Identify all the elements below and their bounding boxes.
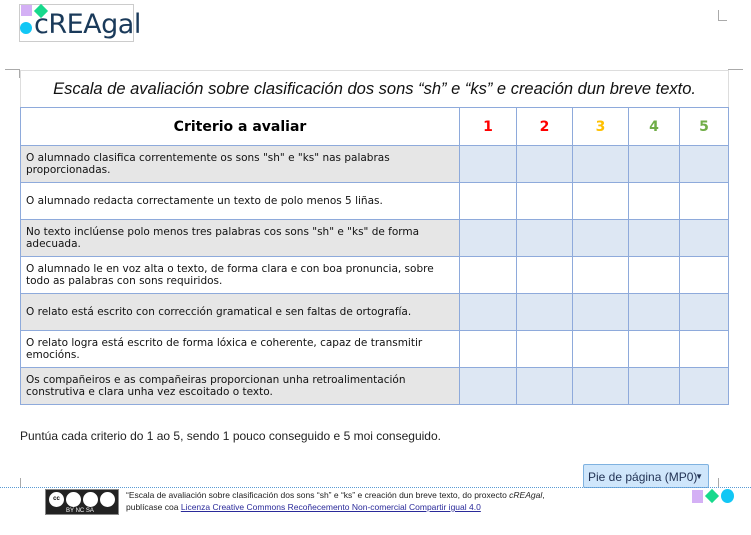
score-cell-1[interactable] — [460, 220, 517, 257]
score-cell-1[interactable] — [460, 183, 517, 220]
cc-license-icon — [45, 489, 119, 515]
footer-style-button[interactable] — [583, 464, 709, 488]
criterion-text: O relato logra está escrito de forma lóxica e coherente, capaz de transmitir emocións. — [21, 331, 460, 368]
score-cell-3[interactable] — [573, 220, 629, 257]
rubric-table — [20, 70, 729, 405]
logo-square-icon — [21, 5, 32, 16]
footer-logo-square-icon — [692, 490, 703, 503]
logo-text: cREAgal — [34, 9, 141, 40]
score-cell-4[interactable] — [629, 146, 680, 183]
score-cell-2[interactable] — [517, 257, 573, 294]
margin-corner — [718, 10, 727, 21]
score-cell-1[interactable] — [460, 368, 517, 405]
score-cell-5[interactable] — [680, 294, 729, 331]
footer-line2: publícase coa — [126, 502, 181, 512]
criteria-header: Criterio a avaliar — [21, 108, 460, 146]
footer-logo-circle-icon — [721, 489, 734, 503]
score-cell-3[interactable] — [573, 183, 629, 220]
footer-text: “Escala de avaliación sobre clasificación dos sons “sh” e “ks” e creación dun breve texto, do proxecto cREAgal, publícase coa Licenza Creative Commons Recoñecemento Non-comercial Compartir igual 4.0 — [126, 490, 545, 512]
score-header-5: 5 — [680, 108, 729, 146]
score-cell-5[interactable] — [680, 146, 729, 183]
license-link[interactable]: Licenza Creative Commons Recoñecemento Non-comercial Compartir igual 4.0 — [180, 502, 481, 512]
score-cell-2[interactable] — [517, 294, 573, 331]
criterion-text: O alumnado redacta correctamente un texto de polo menos 5 liñas. — [21, 183, 460, 220]
score-cell-4[interactable] — [629, 368, 680, 405]
score-cell-3[interactable] — [573, 331, 629, 368]
score-header-4: 4 — [629, 108, 680, 146]
footer-boundary — [0, 487, 751, 488]
table-row — [21, 220, 729, 257]
score-cell-2[interactable] — [517, 146, 573, 183]
score-cell-1[interactable] — [460, 146, 517, 183]
score-cell-4[interactable] — [629, 294, 680, 331]
criterion-text: O alumnado le en voz alta o texto, de forma clara e con boa pronuncia, sobre todo as palabras con sons requiridos. — [21, 257, 460, 294]
project-name: cREAgal — [509, 490, 543, 500]
table-row — [21, 183, 729, 220]
scoring-note: Puntúa cada criterio do 1 ao 5, sendo 1 pouco conseguido e 5 moi conseguido. — [20, 429, 441, 443]
score-cell-3[interactable] — [573, 368, 629, 405]
score-cell-4[interactable] — [629, 183, 680, 220]
score-cell-4[interactable] — [629, 331, 680, 368]
cc-symbols: cc — [46, 490, 118, 509]
score-cell-2[interactable] — [517, 331, 573, 368]
score-cell-2[interactable] — [517, 183, 573, 220]
chevron-down-icon: ▼ — [695, 472, 703, 481]
creagal-logo — [19, 4, 141, 42]
score-cell-1[interactable] — [460, 257, 517, 294]
table-row — [21, 331, 729, 368]
footer-style-label: Pie de página (MP0) — [588, 470, 698, 484]
score-cell-5[interactable] — [680, 183, 729, 220]
footer-logo-diamond-icon — [705, 489, 719, 503]
table-title: Escala de avaliación sobre clasificación dos sons “sh” e “ks” e creación dun breve texto. — [21, 71, 729, 108]
table-row — [21, 146, 729, 183]
margin-corner — [728, 69, 743, 78]
score-header-3: 3 — [573, 108, 629, 146]
footer-line1: “Escala de avaliación sobre clasificación dos sons “sh” e “ks” e creación dun breve texto, do proxecto — [126, 490, 510, 500]
score-cell-5[interactable] — [680, 257, 729, 294]
criterion-text: O relato está escrito con corrección gramatical e sen faltas de ortografía. — [21, 294, 460, 331]
score-cell-5[interactable] — [680, 368, 729, 405]
score-cell-4[interactable] — [629, 220, 680, 257]
margin-corner — [5, 69, 20, 78]
table-row — [21, 294, 729, 331]
score-header-1: 1 — [460, 108, 517, 146]
score-cell-3[interactable] — [573, 146, 629, 183]
score-cell-5[interactable] — [680, 220, 729, 257]
score-cell-5[interactable] — [680, 331, 729, 368]
score-cell-4[interactable] — [629, 257, 680, 294]
margin-corner — [20, 478, 22, 487]
table-row — [21, 257, 729, 294]
score-header-2: 2 — [517, 108, 573, 146]
score-cell-1[interactable] — [460, 294, 517, 331]
score-cell-2[interactable] — [517, 368, 573, 405]
criterion-text: O alumnado clasifica correntemente os sons "sh" e "ks" nas palabras proporcionadas. — [21, 146, 460, 183]
cc-labels: BY NC SA — [66, 508, 94, 514]
margin-corner — [718, 478, 720, 487]
criterion-text: No texto inclúense polo menos tres palabras cos sons "sh" e "ks" de forma adecuada. — [21, 220, 460, 257]
score-cell-3[interactable] — [573, 257, 629, 294]
score-cell-2[interactable] — [517, 220, 573, 257]
criterion-text: Os compañeiros e as compañeiras proporcionan unha retroalimentación construtiva e clara unha vez escoitado o texto. — [21, 368, 460, 405]
table-row — [21, 368, 729, 405]
score-cell-3[interactable] — [573, 294, 629, 331]
score-cell-1[interactable] — [460, 331, 517, 368]
logo-circle-icon — [20, 22, 32, 34]
